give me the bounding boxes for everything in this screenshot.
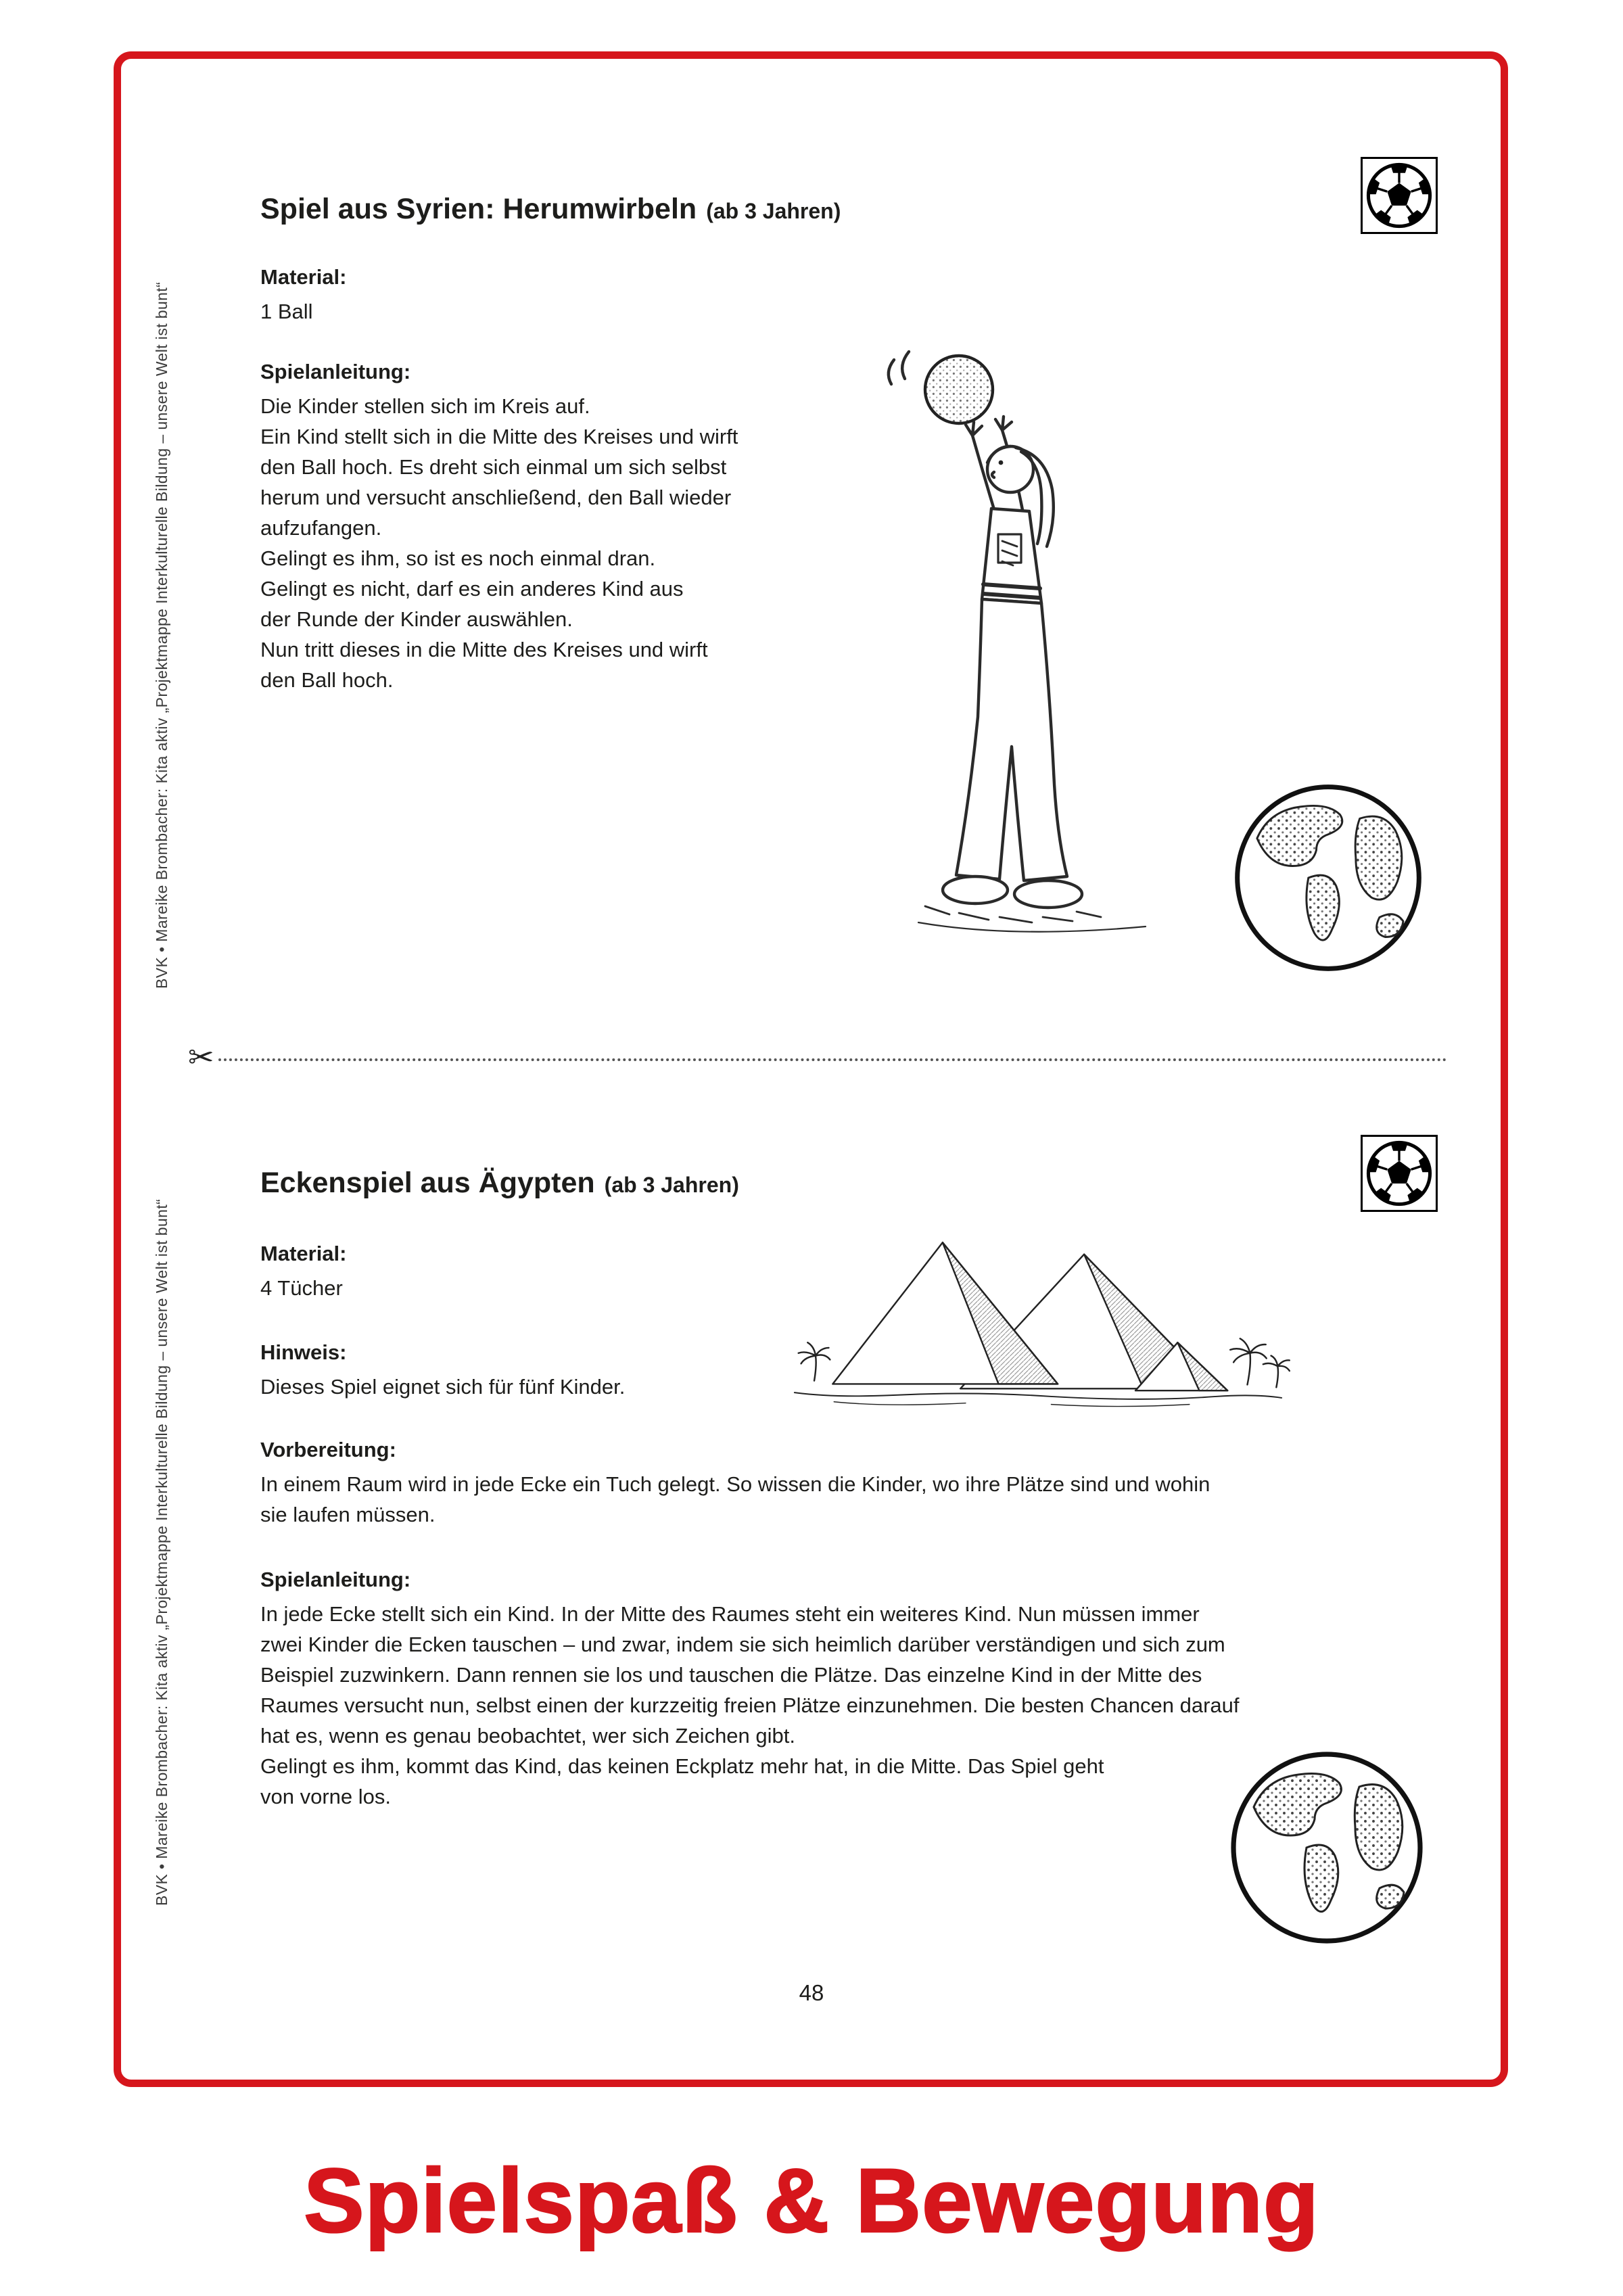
instructions-label-egypt: Spielanleitung: [260,1568,411,1591]
scissors-icon: ✂ [188,1039,214,1075]
text-line: aufzufangen. [260,516,382,540]
globe-illustration-top [1229,779,1427,977]
text-line: Ein Kind stellt sich in die Mitte des Kreises und wirft [260,425,738,448]
pyramids-illustration [774,1223,1302,1420]
text-line: von vorne los. [260,1785,391,1808]
text-line: sie laufen müssen. [260,1503,436,1526]
soccer-ball-icon-box [1361,1135,1438,1212]
child-throwing-ball-illustration [864,338,1182,933]
material-label-syria: Material: [260,265,347,289]
text-line: herum und versucht anschließend, den Ball wieder [260,486,732,509]
globe-drawing [1225,1746,1428,1949]
preparation-label-egypt: Vorbereitung: [260,1438,396,1461]
section-title-egypt-text: Eckenspiel aus Ägypten [260,1167,595,1199]
sidebar-credit-bottom: BVK • Mareike Brombacher: Kita aktiv „Projektmappe Interkulturelle Bildung – unsere Welt ist bunt“ [153,1198,170,1906]
footer-title: Spielspaß & Bewegung [304,2151,1319,2251]
text-line: Beispiel zuzwinkern. Dann rennen sie los und tauschen die Plätze. Das einzelne Kind in der Mitte des [260,1663,1202,1687]
text-line: den Ball hoch. [260,668,394,692]
soccer-ball-icon [1363,1137,1436,1210]
text-line: hat es, wenn es genau beobachtet, wer sich Zeichen gibt. [260,1724,795,1748]
dotted-cut-line [218,1058,1447,1061]
note-text-egypt: Dieses Spiel eignet sich für fünf Kinder. [260,1375,626,1399]
section-title-syria [260,193,841,226]
cut-line [188,1040,1447,1074]
text-line: Raumes versucht nun, selbst einen der kurzzeitig freien Plätze einzunehmen. Die besten Chancen darauf [260,1693,1240,1717]
page-number: 48 [799,1980,824,2005]
text-line: zwei Kinder die Ecken tauschen – und zwar, indem sie sich heimlich darüber verständigen und sich zum [260,1633,1225,1656]
child-throwing-ball-drawing [864,338,1182,933]
note-label-egypt: Hinweis: [260,1340,347,1364]
material-value-syria: 1 Ball [260,300,313,323]
instructions-label-syria: Spielanleitung: [260,360,411,383]
globe-drawing [1229,779,1427,977]
material-label-egypt: Material: [260,1242,347,1265]
pyramids-drawing [774,1223,1302,1420]
text-line: Gelingt es ihm, kommt das Kind, das keinen Eckplatz mehr hat, in die Mitte. Das Spiel geht [260,1754,1104,1778]
text-line: Die Kinder stellen sich im Kreis auf. [260,394,590,418]
text-line: Nun tritt dieses in die Mitte des Kreises und wirft [260,638,708,661]
soccer-ball-icon [1363,159,1436,232]
text-line: den Ball hoch. Es dreht sich einmal um sich selbst [260,455,727,479]
soccer-ball-icon-box [1361,157,1438,234]
section-age-note: (ab 3 Jahren) [604,1173,739,1197]
section-title-egypt [260,1167,739,1200]
globe-illustration-bottom [1225,1746,1428,1949]
text-line: In jede Ecke stellt sich ein Kind. In der Mitte des Raumes steht ein weiteres Kind. Nun müssen immer [260,1602,1200,1626]
instructions-text-syria [260,391,835,695]
text-line: der Runde der Kinder auswählen. [260,607,573,631]
text-line: Gelingt es nicht, darf es ein anderes Kind aus [260,577,684,601]
material-value-egypt: 4 Tücher [260,1276,343,1300]
text-line: Gelingt es ihm, so ist es noch einmal dran. [260,546,656,570]
sidebar-credit-top: BVK • Mareike Brombacher: Kita aktiv „Projektmappe Interkulturelle Bildung – unsere Welt ist bunt“ [153,281,170,989]
section-title-syria-text: Spiel aus Syrien: Herumwirbeln [260,193,697,225]
section-age-note: (ab 3 Jahren) [706,199,841,223]
text-line: In einem Raum wird in jede Ecke ein Tuch gelegt. So wissen die Kinder, wo ihre Plätze sind und wohin [260,1472,1210,1496]
preparation-text-egypt [260,1469,1396,1530]
